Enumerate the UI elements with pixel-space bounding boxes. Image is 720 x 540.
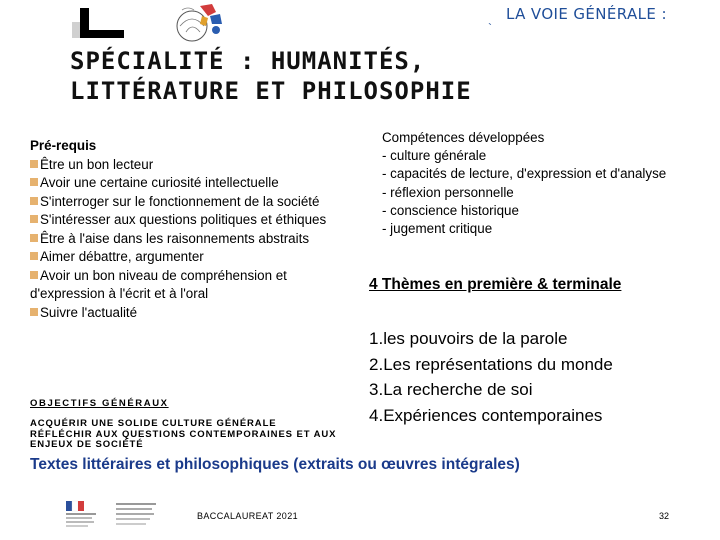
theme-label: La recherche de soi [383, 380, 533, 399]
list-item: Être à l'aise dans les raisonnements abstraits [30, 230, 340, 249]
objectives-body [30, 419, 360, 451]
list-item: Aimer débattre, argumenter [30, 248, 340, 267]
page-number: 32 [659, 511, 670, 521]
page-title-line1: SPÉCIALITÉ : HUMANITÉS, [70, 47, 426, 75]
list-item: - culture générale [382, 148, 487, 164]
themes-list [369, 326, 613, 428]
list-item [369, 377, 613, 403]
square-bullet-icon [30, 252, 38, 260]
texts-note: Textes littéraires et philosophiques (extraits ou œuvres intégrales) [30, 456, 520, 473]
list-item: - conscience historique [382, 202, 519, 218]
objectives-heading: OBJECTIFS GÉNÉRAUX [30, 398, 169, 409]
ministry-logo-icon [66, 499, 162, 531]
theme-number: 4. [369, 405, 384, 425]
skills-heading: Compétences développées [382, 130, 545, 145]
list-item [369, 403, 613, 429]
list-item: Être un bon lecteur [30, 156, 340, 175]
list-item: Avoir un bon niveau de compréhension et d'expression à l'écrit et à l'oral [30, 267, 287, 301]
list-item: - jugement critique [382, 221, 493, 237]
school-emblem-icon [172, 2, 228, 44]
theme-label: Les représentations du monde [383, 354, 613, 374]
square-bullet-icon [30, 178, 38, 186]
list-item: - réflexion personnelle [382, 184, 514, 200]
objectives-line1: ACQUÉRIR UNE SOLIDE CULTURE GÉNÉRALE [30, 418, 277, 429]
prerequisites-section [30, 137, 340, 322]
prerequisites-heading: Pré-requis [30, 138, 97, 153]
skills-section [382, 129, 682, 238]
theme-number: 1. [369, 329, 384, 348]
header-banner-mark: ` [488, 21, 492, 35]
prerequisites-list [30, 156, 340, 323]
square-bullet-icon [30, 197, 38, 205]
square-bullet-icon [30, 308, 38, 316]
list-item: S'intéresser aux questions politiques et éthiques [30, 211, 340, 230]
square-bullet-icon [30, 215, 38, 223]
theme-label: Expériences contemporaines [383, 405, 603, 425]
themes-heading: 4 Thèmes en première & terminale [369, 276, 622, 293]
theme-label: les pouvoirs de la parole [383, 329, 568, 348]
objectives-line2: RÉFLÉCHIR AUX QUESTIONS CONTEMPORAINES ET AUX ENJEUX DE SOCIÉTÉ [30, 428, 337, 450]
square-bullet-icon [30, 234, 38, 242]
theme-number: 2. [369, 354, 384, 374]
page-title [70, 46, 670, 106]
header-banner: LA VOIE GÉNÉRALE : [506, 5, 667, 23]
square-bullet-icon [30, 160, 38, 168]
page-title-line2: LITTÉRATURE ET PHILOSOPHIE [70, 77, 472, 105]
list-item: S'interroger sur le fonctionnement de la société [30, 193, 340, 212]
list-item [369, 352, 613, 378]
list-item [369, 326, 613, 352]
list-item: - capacités de lecture, d'expression et d'analyse [382, 166, 667, 182]
list-item: Avoir une certaine curiosité intellectuelle [30, 174, 340, 193]
footer-baccalaureat: BACCALAUREAT 2021 [197, 511, 299, 521]
theme-number: 3. [369, 380, 384, 399]
list-item: Suivre l'actualité [30, 304, 340, 323]
square-bullet-icon [30, 271, 38, 279]
bracket-logo-base [80, 30, 124, 38]
